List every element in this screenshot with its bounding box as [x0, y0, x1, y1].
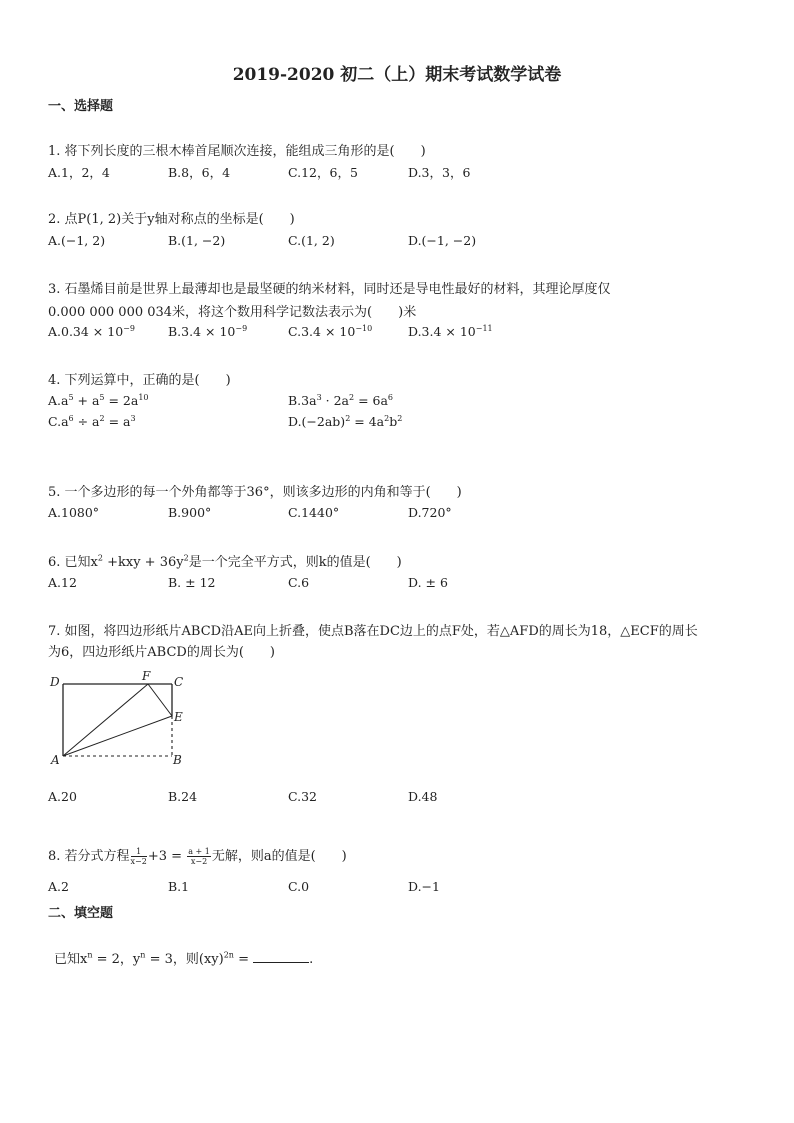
label-d: D [50, 675, 60, 689]
segment-ae [63, 716, 172, 756]
q8-option-d: D.−1 [408, 879, 440, 894]
q3-option-a: $A.0.34 \times 10^{-9}$ [48, 323, 135, 339]
q6-option-a: A.12 [48, 575, 77, 590]
question-5-stem: 5. 一个多边形的每一个外角都等于36°，则该多边形的内角和等于( ) [48, 485, 462, 500]
question-2-stem: 2. 点P(1, 2)关于y轴对称点的坐标是( ) [48, 212, 295, 227]
q8-option-c: C.0 [288, 879, 310, 894]
q2-option-d: D.(−1, −2) [408, 233, 477, 248]
question-3-stem-line2: 0.000 000 000 034米，将这个数用科学记数法表示为( )米 [48, 305, 417, 320]
q3-option-b: $B.3.4 \times 10^{-9}$ [168, 323, 248, 339]
q5-option-b: B.900° [168, 505, 212, 520]
label-b: B [173, 753, 182, 767]
quadrilateral-fold-figure [44, 668, 204, 772]
q7-option-b: B.24 [168, 789, 198, 804]
q1-option-c: C.12，6，5 [288, 165, 358, 180]
q2-option-c: C.(1, 2) [288, 233, 335, 248]
segment-fe [148, 684, 172, 716]
q5-option-d: D.720° [408, 505, 452, 520]
q3-option-d: $D.3.4 \times 10^{-11}$ [408, 323, 493, 339]
fraction-left: $\frac{1}{x-2}$ [130, 847, 147, 866]
q6-option-c: C.6 [288, 575, 310, 590]
question-7-stem-line1: 7. 如图，将四边形纸片ABCD沿AE向上折叠，使点B落在DC边上的点F处，若△AFD的周长为18，△ECF的周长 [48, 624, 698, 639]
q5-option-c: C.1440° [288, 505, 340, 520]
question-7-stem-line2: 为6，四边形纸片ABCD的周长为( ) [48, 645, 275, 660]
q6-option-d: D. ± 6 [408, 575, 448, 590]
q4-option-a: $A.a^5 + a^5 = 2a^{10}$ [48, 392, 149, 408]
fraction-right: $\frac{a + 1}{x-2}$ [188, 847, 210, 866]
q7-option-c: C.32 [288, 789, 317, 804]
q8-option-b: B.1 [168, 879, 190, 894]
q1-option-d: D.3，3，6 [408, 165, 471, 180]
question-6-stem: 6. 已知$x^2 +kxy + 36y^2$是一个完全平方式，则k的值是( ) [48, 553, 402, 570]
question-1-stem: 1. 将下列长度的三根木棒首尾顺次连接，能组成三角形的是( ) [48, 144, 426, 159]
section-heading-fill: 二、填空题 [48, 906, 114, 921]
q2-option-b: B.(1, −2) [168, 233, 226, 248]
q7-option-d: D.48 [408, 789, 438, 804]
q3-option-c: $C.3.4 \times 10^{-10}$ [288, 323, 373, 339]
fill-question-1: 已知$x^n = 2$，$y^n = 3$，则(xy)$^{2n}$ = . [54, 950, 314, 967]
section-heading-choice: 一、选择题 [48, 99, 114, 114]
question-4-stem: 4. 下列运算中，正确的是( ) [48, 373, 231, 388]
q8-option-a: A.2 [48, 879, 69, 894]
label-c: C [174, 675, 184, 689]
q5-option-a: A.1080° [48, 505, 100, 520]
q6-option-b: B. ± 12 [168, 575, 216, 590]
q1-option-b: B.8，6，4 [168, 165, 231, 180]
q4-option-b: $B.3a^3 \cdot 2a^2 = 6a^6$ [288, 392, 394, 408]
q4-option-c: $C.a^6 \div a^2 = a^3$ [48, 413, 136, 429]
segment-af [63, 684, 148, 756]
label-e: E [174, 710, 183, 724]
q4-option-d: $D.(-2ab)^2 = 4a^2b^2$ [288, 413, 403, 429]
q7-option-a: A.20 [48, 789, 77, 804]
q1-option-a: A.1，2，4 [48, 165, 110, 180]
answer-blank[interactable] [253, 950, 309, 963]
question-8-stem: 8. 若分式方程 $\frac{1}{x-2}$ +3 = $\frac{a + 1}{x-2}$ 无解，则a的值是( ) [48, 847, 347, 866]
label-f: F [142, 669, 151, 683]
q2-option-a: A.(−1, 2) [48, 233, 106, 248]
label-a: A [51, 753, 60, 767]
question-3-stem-line1: 3. 石墨烯目前是世界上最薄却也是最坚硬的纳米材料，同时还是导电性最好的材料，其理论厚度仅 [48, 282, 611, 297]
page-title: 2019-2020 初二（上）期末考试数学试卷 [232, 65, 562, 85]
